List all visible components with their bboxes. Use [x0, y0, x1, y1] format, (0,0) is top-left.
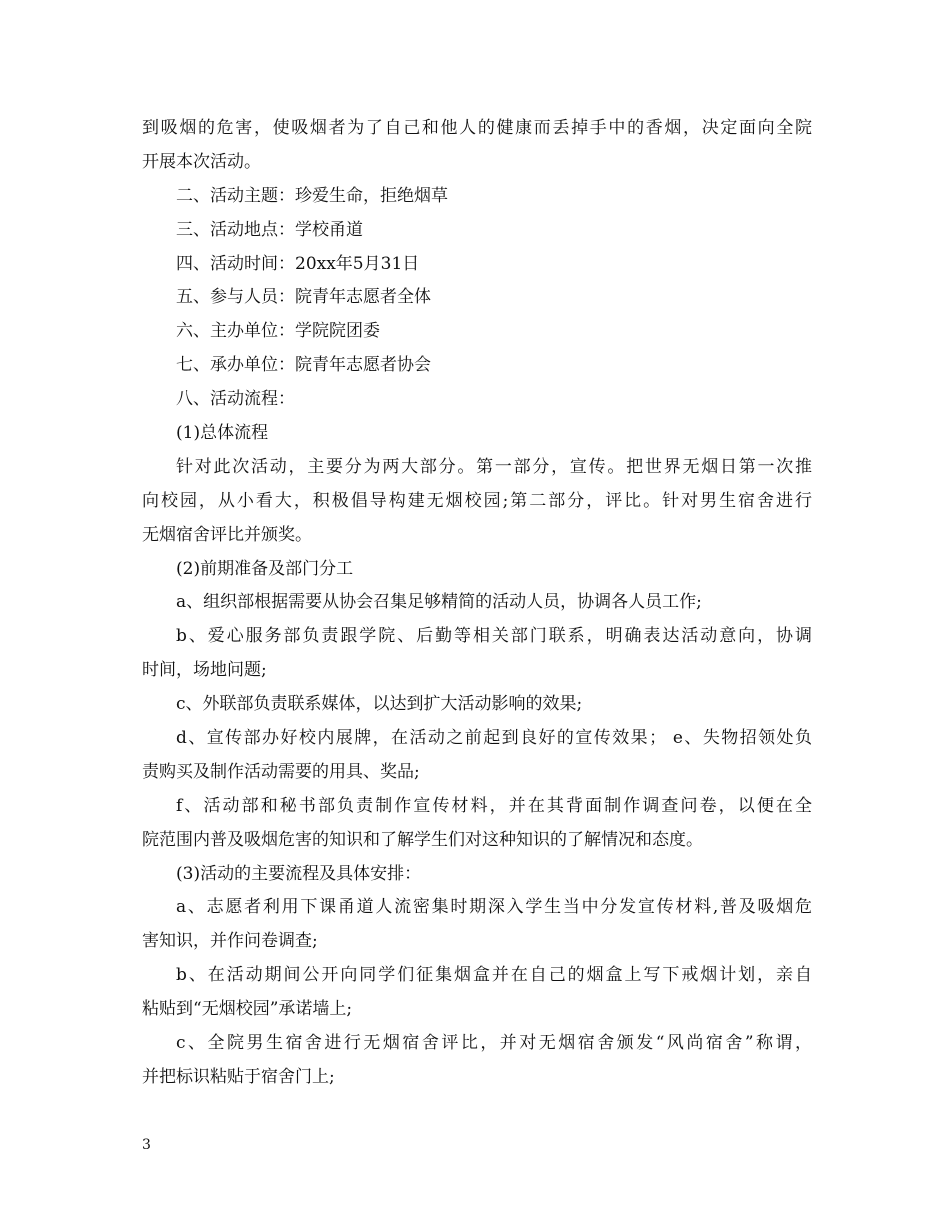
- text-line: 二、活动主题：珍爱生命，拒绝烟草: [176, 185, 448, 206]
- text-line: d、宣传部办好校内展牌，在活动之前起到良好的宣传效果； e、失物招领处负: [176, 728, 812, 749]
- text-line: (2)前期准备及部门分工: [176, 558, 354, 579]
- text-line: 四、活动时间：20xx年5月31日: [176, 253, 420, 274]
- text-line: c、全院男生宿舍进行无烟宿舍评比，并对无烟宿舍颁发“风尚宿舍”称谓，: [176, 1033, 812, 1054]
- text-line: 并把标识粘贴于宿舍门上;: [142, 1066, 335, 1087]
- text-line: (1)总体流程: [176, 423, 269, 444]
- text-line: 无烟宿舍评比并颁奖。: [142, 524, 312, 545]
- text-line: 六、主办单位：学院院团委: [176, 321, 380, 342]
- text-line: c、外联部负责联系媒体，以达到扩大活动影响的效果;: [176, 694, 583, 715]
- text-line: a、组织部根据需要从协会召集足够精简的活动人员，协调各人员工作;: [176, 592, 702, 613]
- text-line: 责购买及制作活动需要的用具、奖品;: [142, 761, 420, 782]
- page-number: 3: [142, 1137, 151, 1153]
- text-line: 三、活动地点：学校甬道: [176, 219, 363, 240]
- text-line: 到吸烟的危害，使吸烟者为了自己和他人的健康而丢掉手中的香烟，决定面向全院: [142, 118, 812, 138]
- document-body: [142, 112, 812, 1095]
- text-line: 向校园，从小看大，积极倡导构建无烟校园;第二部分，评比。针对男生宿舍进行: [142, 490, 812, 511]
- text-line: a、志愿者利用下课甬道人流密集时期深入学生当中分发宣传材料,普及吸烟危: [176, 897, 812, 918]
- text-line: 时间，场地问题;: [142, 660, 267, 681]
- text-line: 七、承办单位：院青年志愿者协会: [176, 355, 431, 376]
- text-line: 八、活动流程：: [176, 389, 295, 410]
- text-line: f、活动部和秘书部负责制作宣传材料，并在其背面制作调查问卷，以便在全: [176, 795, 812, 816]
- text-line: b、在活动期间公开向同学们征集烟盒并在自己的烟盒上写下戒烟计划，亲自: [176, 965, 812, 986]
- text-line: 粘贴到“无烟校园”承诺墙上;: [142, 999, 353, 1020]
- text-line: 五、参与人员：院青年志愿者全体: [176, 287, 431, 308]
- text-line: 针对此次活动，主要分为两大部分。第一部分，宣传。把世界无烟日第一次推: [176, 456, 812, 477]
- text-line: b、爱心服务部负责跟学院、后勤等相关部门联系，明确表达活动意向，协调: [176, 626, 812, 647]
- text-line: (3)活动的主要流程及具体安排：: [176, 863, 422, 884]
- text-line: 害知识，并作问卷调查;: [142, 931, 318, 952]
- text-line: 院范围内普及吸烟危害的知识和了解学生们对这种知识的了解情况和态度。: [142, 829, 703, 850]
- text-line: 开展本次活动。: [142, 151, 261, 172]
